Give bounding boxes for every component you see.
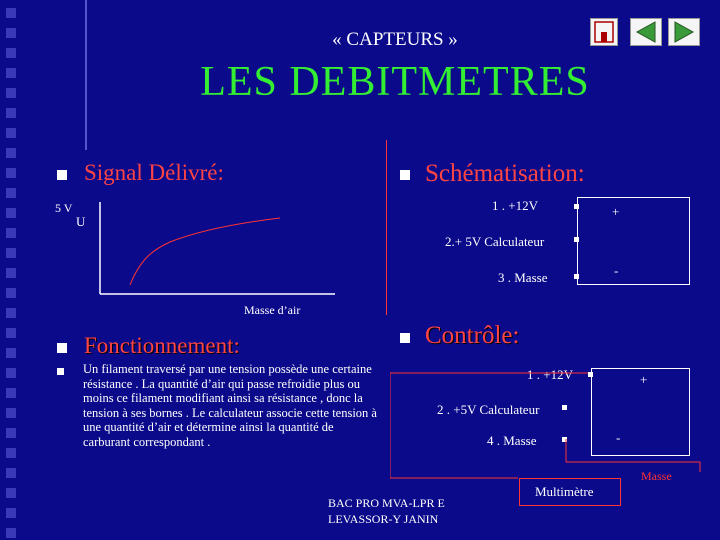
controle-pin4: 4 . Masse	[487, 433, 537, 448]
bullet-icon	[57, 368, 64, 375]
schematisation-title: Schématisation:	[425, 160, 585, 187]
strip-square	[6, 248, 16, 258]
masse-label: Masse	[641, 469, 672, 483]
fonctionnement-paragraph: Un filament traversé par une tension possède une certaine résistance . La quantité d’air qui passe refroidie plus ou moins ce filament modifiant ainsi sa résistance , donc la tension à ses bornes . Le calculateur associe cette tension à une quantité d’air et détermine ainsi la quantité de carburant correspondant .	[83, 362, 377, 449]
signal-graph	[90, 200, 340, 310]
previous-slide-button[interactable]	[630, 18, 662, 46]
controle-pin1: 1 . +12V	[527, 367, 573, 382]
footer-line1: BAC PRO MVA-LPR E	[328, 496, 445, 510]
strip-square	[6, 408, 16, 418]
schema-pin3: 3 . Masse	[498, 270, 548, 285]
controle-minus: -	[616, 430, 621, 445]
arrow-left-icon	[631, 19, 661, 45]
separator-line	[386, 140, 387, 315]
strip-square	[6, 528, 16, 538]
strip-square	[6, 448, 16, 458]
bullet-icon	[400, 333, 410, 343]
label-u: U	[76, 214, 86, 229]
strip-square	[6, 508, 16, 518]
page-title: LES DEBITMETRES	[200, 59, 590, 105]
strip-square	[6, 108, 16, 118]
strip-square	[6, 228, 16, 238]
footer-line2: LEVASSOR-Y JANIN	[328, 512, 439, 526]
pin-dot	[574, 237, 579, 242]
schema-pin2: 2.+ 5V Calculateur	[445, 234, 545, 249]
strip-square	[6, 168, 16, 178]
strip-square	[6, 8, 16, 18]
home-button[interactable]	[590, 18, 618, 46]
schema-minus: -	[614, 263, 619, 278]
strip-square	[6, 328, 16, 338]
strip-square	[6, 468, 16, 478]
strip-square	[6, 348, 16, 358]
strip-square	[6, 188, 16, 198]
bullet-icon	[57, 170, 67, 180]
next-slide-button[interactable]	[668, 18, 700, 46]
fonctionnement-title: Fonctionnement:	[84, 333, 240, 358]
pin-dot	[574, 274, 579, 279]
strip-square	[6, 388, 16, 398]
arrow-right-icon	[669, 19, 699, 45]
sensor-box	[577, 197, 690, 285]
strip-square	[6, 308, 16, 318]
schema-plus: +	[612, 204, 620, 219]
strip-square	[6, 288, 16, 298]
strip-square	[6, 368, 16, 378]
controle-pin2: 2 . +5V Calculateur	[437, 402, 540, 417]
strip-square	[6, 268, 16, 278]
home-icon	[591, 19, 617, 45]
multimetre-label: Multimètre	[535, 484, 594, 499]
strip-square	[6, 128, 16, 138]
strip-square	[6, 428, 16, 438]
bullet-icon	[400, 170, 410, 180]
controle-plus: +	[640, 372, 648, 387]
schema-pin1: 1 . +12V	[492, 198, 538, 213]
strip-square	[6, 148, 16, 158]
label-5v: 5 V	[55, 201, 73, 215]
strip-square	[6, 488, 16, 498]
controle-title: Contrôle:	[425, 322, 520, 349]
signal-title: Signal Délivré:	[84, 160, 224, 185]
pin-dot	[574, 204, 579, 209]
bullet-icon	[57, 343, 67, 353]
page-subtitle: « CAPTEURS »	[332, 29, 458, 50]
strip-square	[6, 208, 16, 218]
label-masse-air: Masse d’air	[244, 303, 301, 317]
